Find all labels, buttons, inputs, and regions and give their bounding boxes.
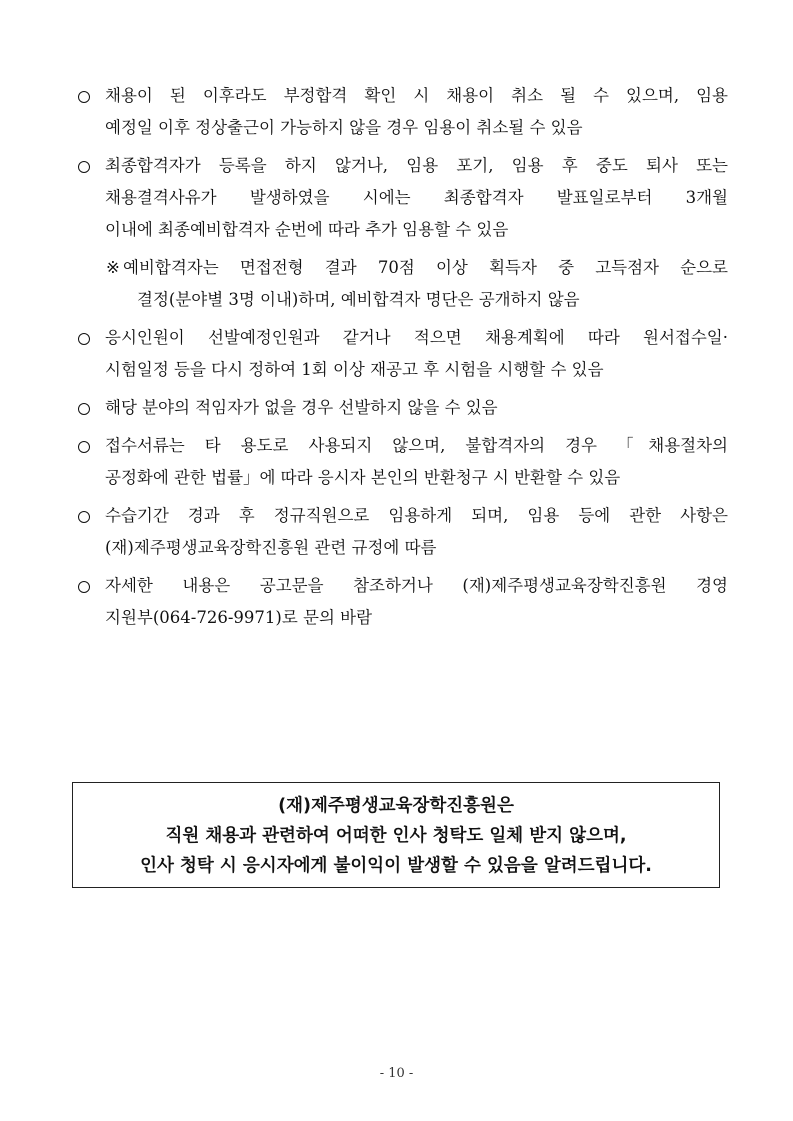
item-text-line: 해당 분야의 적임자가 없을 경우 선발하지 않을 수 있음: [105, 398, 498, 417]
item-text-line: 예정일 이후 정상출근이 가능하지 않을 경우 임용이 취소될 수 있음: [105, 118, 583, 137]
list-item: [78, 572, 728, 636]
circle-bullet-icon: [78, 511, 90, 523]
list-item: [78, 432, 728, 496]
item-text-line: 자세한 내용은 공고문을 참조하거나 (재)제주평생교육장학진흥원 경영: [105, 576, 728, 595]
item-text-line: 접수서류는 타 용도로 사용되지 않으며, 불합격자의 경우 「채용절차의: [105, 436, 728, 455]
item-text-line: (재)제주평생교육장학진흥원 관련 규정에 따름: [105, 538, 437, 557]
list-item: [78, 82, 728, 146]
item-text-line: 채용이 된 이후라도 부정합격 확인 시 채용이 취소 될 수 있으며, 임용: [105, 86, 728, 105]
notice-box: [72, 782, 720, 888]
item-text-line: 수습기간 경과 후 정규직원으로 임용하게 되며, 임용 등에 관한 사항은: [105, 506, 728, 525]
notice-line: (재)제주평생교육장학진흥원은: [278, 796, 514, 816]
list-item: [78, 324, 728, 388]
item-text-line: 채용결격사유가 발생하였을 시에는 최종합격자 발표일로부터 3개월: [105, 188, 728, 207]
list-item: [78, 152, 728, 248]
circle-bullet-icon: [78, 91, 90, 103]
notice-line: 직원 채용과 관련하여 어떠한 인사 청탁도 일체 받지 않으며,: [165, 826, 627, 846]
document-body: [78, 82, 728, 642]
circle-bullet-icon: [78, 333, 90, 345]
item-text-line: 시험일정 등을 다시 정하여 1회 이상 재공고 후 시험을 시행할 수 있음: [105, 360, 604, 379]
item-text-line: 최종합격자가 등록을 하지 않거나, 임용 포기, 임용 후 중도 퇴사 또는: [105, 156, 728, 175]
note-text-line: 예비합격자는 면접전형 결과 70점 이상 획득자 중 고득점자 순으로: [123, 258, 728, 277]
list-item: [78, 394, 728, 426]
circle-bullet-icon: [78, 403, 90, 415]
circle-bullet-icon: [78, 441, 90, 453]
page-number: - 10 -: [379, 1066, 414, 1081]
note-item: [78, 254, 728, 318]
item-text-line: 지원부(064-726-9971)로 문의 바람: [105, 608, 373, 627]
note-text-line: 결정(분야별 3명 이내)하며, 예비합격자 명단은 공개하지 않음: [137, 290, 580, 309]
reference-mark-icon: ※: [106, 258, 120, 277]
item-text-line: 응시인원이 선발예정인원과 같거나 적으면 채용계획에 따라 원서접수일·: [105, 328, 728, 347]
notice-line: 인사 청탁 시 응시자에게 불이익이 발생할 수 있음을 알려드립니다.: [140, 856, 652, 876]
item-text-line: 공정화에 관한 법률」에 따라 응시자 본인의 반환청구 시 반환할 수 있음: [105, 468, 621, 487]
list-item: [78, 502, 728, 566]
circle-bullet-icon: [78, 581, 90, 593]
circle-bullet-icon: [78, 161, 90, 173]
item-text-line: 이내에 최종예비합격자 순번에 따라 추가 임용할 수 있음: [105, 220, 509, 239]
